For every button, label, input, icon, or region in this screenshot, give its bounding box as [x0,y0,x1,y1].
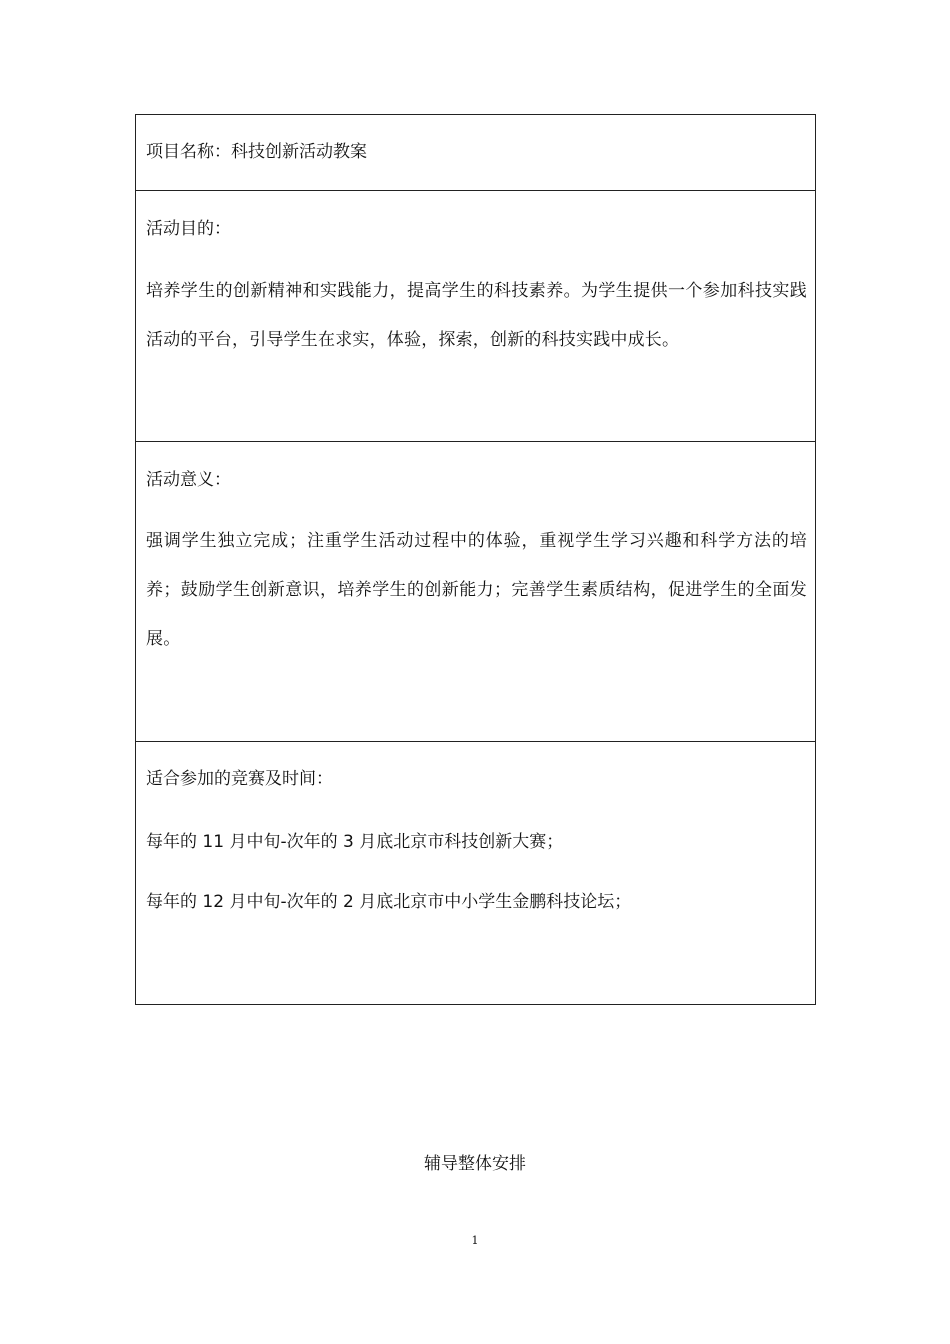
competitions-label: 适合参加的竞赛及时间： [146,769,333,789]
competition-item: 每年的 12 月中旬-次年的 2 月底北京市中小学生金鹏科技论坛； [146,892,632,912]
page-number: 1 [471,1234,479,1247]
project-name: 项目名称：科技创新活动教案 [146,142,367,162]
purpose-text: 培养学生的创新精神和实践能力，提高学生的科技素养。为学生提供一个参加科技实践活动的平台，引导学生在求实，体验，探索，创新的科技实践中成长。 [146,281,807,350]
activity-plan-table [135,114,816,1005]
purpose-label: 活动目的： [146,219,231,239]
project-name-cell [136,115,815,191]
significance-cell [136,442,815,742]
competition-item: 每年的 11 月中旬-次年的 3 月底北京市科技创新大赛； [146,832,564,852]
competitions-cell [136,742,815,1004]
significance-text: 强调学生独立完成；注重学生活动过程中的体验，重视学生学习兴趣和科学方法的培养；鼓励学生创新意识，培养学生的创新能力；完善学生素质结构，促进学生的全面发展。 [146,531,807,649]
significance-label: 活动意义： [146,470,231,490]
purpose-cell [136,191,815,442]
section-heading: 辅导整体安排 [424,1154,526,1174]
